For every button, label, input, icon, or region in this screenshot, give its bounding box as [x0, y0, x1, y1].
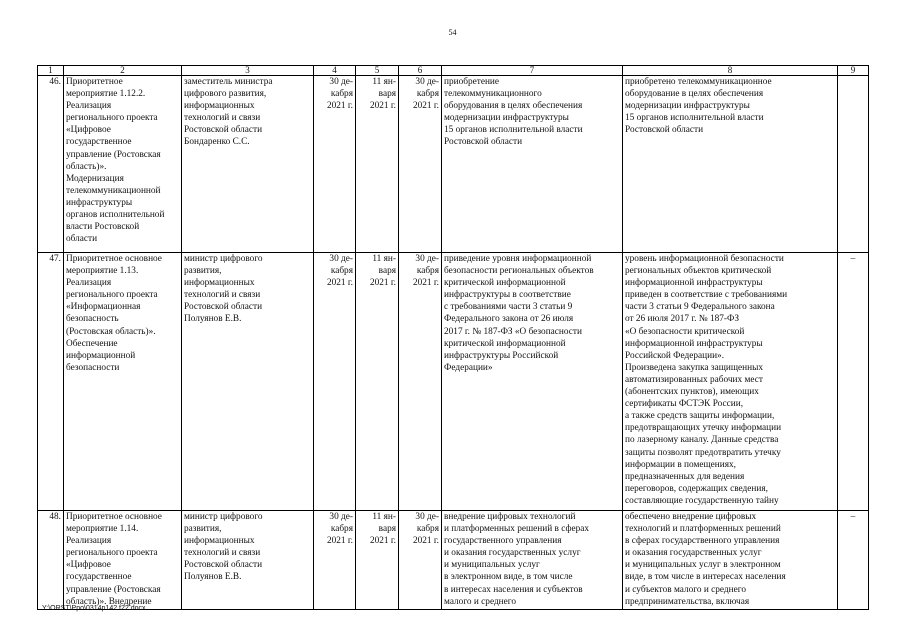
plan-date: 30 де- кабря 2021 г.: [399, 253, 442, 511]
expected-result: внедрение цифровых технологий и платформенных решений в сферах государственного управления и оказания государственных услуг и муниципальных услуг в электронном виде, в том числе в интересах населения и субъектов малого и среднего: [442, 511, 623, 610]
column-header: 1: [38, 66, 64, 76]
column-header: 6: [399, 66, 442, 76]
actual-result: уровень информационной безопасности региональных объектов критической информационной инфраструктуры приведен в соответствие с требованиями части 3 статьи 9 Федерального закона от 26 июля 2017 г. № 187-ФЗ «О безопасности критической информационной инфраструктуры Российской Федерации». Произведена закупка защищенных автоматизированных рабочих мест (абонентских пунктов), имеющих сертификаты ФСТЭК России, а также средств защиты информации, предотвращающих утечку информации по лазерному каналу. Данные средства защиты позволят предотвратить утечку информации в помещениях, предназначенных для ведения переговоров, содержащих сведения, составляющие государственную тайну: [623, 253, 838, 511]
end-date: 11 ян- варя 2021 г.: [356, 511, 399, 610]
expected-result: приведение уровня информационной безопасности региональных объектов критической информационной инфраструктуры в соответствие с требованиями части 3 статьи 9 Федерального закона от 26 июля 2017 г. № 187-ФЗ «О безопасности критической информационной инфраструктуры Российской Федерации»: [442, 253, 623, 511]
end-date: 11 ян- варя 2021 г.: [356, 76, 399, 253]
column-header: 4: [314, 66, 356, 76]
report-table: [37, 65, 869, 610]
table-row: [38, 253, 869, 511]
measure-name: Приоритетное основное мероприятие 1.13. Реализация регионального проекта «Информационная безопасность (Ростовская область)». Обеспечение информационной безопасности: [64, 253, 182, 511]
row-number: 47.: [38, 253, 64, 511]
start-date: 30 де- кабря 2021 г.: [314, 76, 356, 253]
expected-result: приобретение телекоммуникационного оборудования в целях обеспечения модернизации инфраструктуры 15 органов исполнительной власти Ростовской области: [442, 76, 623, 253]
note: –: [838, 511, 869, 610]
start-date: 30 де- кабря 2021 г.: [314, 511, 356, 610]
responsible-person: министр цифрового развития, информационных технологий и связи Ростовской области Полуянов Е.В.: [182, 253, 314, 511]
column-header: 8: [623, 66, 838, 76]
end-date: 11 ян- варя 2021 г.: [356, 253, 399, 511]
column-header-row: [38, 66, 869, 76]
file-path-footer: Y:\ORST\Ppo\0314p142.f22.docx: [42, 605, 146, 612]
measure-name: Приоритетное основное мероприятие 1.14. Реализация регионального проекта «Цифровое государственное управление (Ростовская область)». Внедрение: [64, 511, 182, 610]
page-number: 54: [448, 28, 457, 37]
column-header: 2: [64, 66, 182, 76]
column-header: 5: [356, 66, 399, 76]
column-header: 3: [182, 66, 314, 76]
plan-date: 30 де- кабря 2021 г.: [399, 76, 442, 253]
measure-name: Приоритетное мероприятие 1.12.2. Реализация регионального проекта «Цифровое государственное управление (Ростовская область)». Модернизация телекоммуникационной инфраструктуры органов исполнительной власти Ростовской области: [64, 76, 182, 253]
responsible-person: министр цифрового развития, информационных технологий и связи Ростовской области Полуянов Е.В.: [182, 511, 314, 610]
column-header: 7: [442, 66, 623, 76]
actual-result: обеспечено внедрение цифровых технологий и платформенных решений в сферах государственного управления и оказания государственных услуг и муниципальных услуг в электронном виде, в том числе в интересах населения и субъектов малого и среднего предпринимательства, включая: [623, 511, 838, 610]
note: [838, 76, 869, 253]
responsible-person: заместитель министра цифрового развития, информационных технологий и связи Ростовской области Бондаренко С.С.: [182, 76, 314, 253]
start-date: 30 де- кабря 2021 г.: [314, 253, 356, 511]
table-row: [38, 76, 869, 253]
table-row: [38, 511, 869, 610]
column-header: 9: [838, 66, 869, 76]
plan-date: 30 де- кабря 2021 г.: [399, 511, 442, 610]
row-number: 46.: [38, 76, 64, 253]
actual-result: приобретено телекоммуникационное оборудование в целях обеспечения модернизации инфраструктуры 15 органов исполнительной власти Ростовской области: [623, 76, 838, 253]
note: –: [838, 253, 869, 511]
row-number: 48.: [38, 511, 64, 610]
